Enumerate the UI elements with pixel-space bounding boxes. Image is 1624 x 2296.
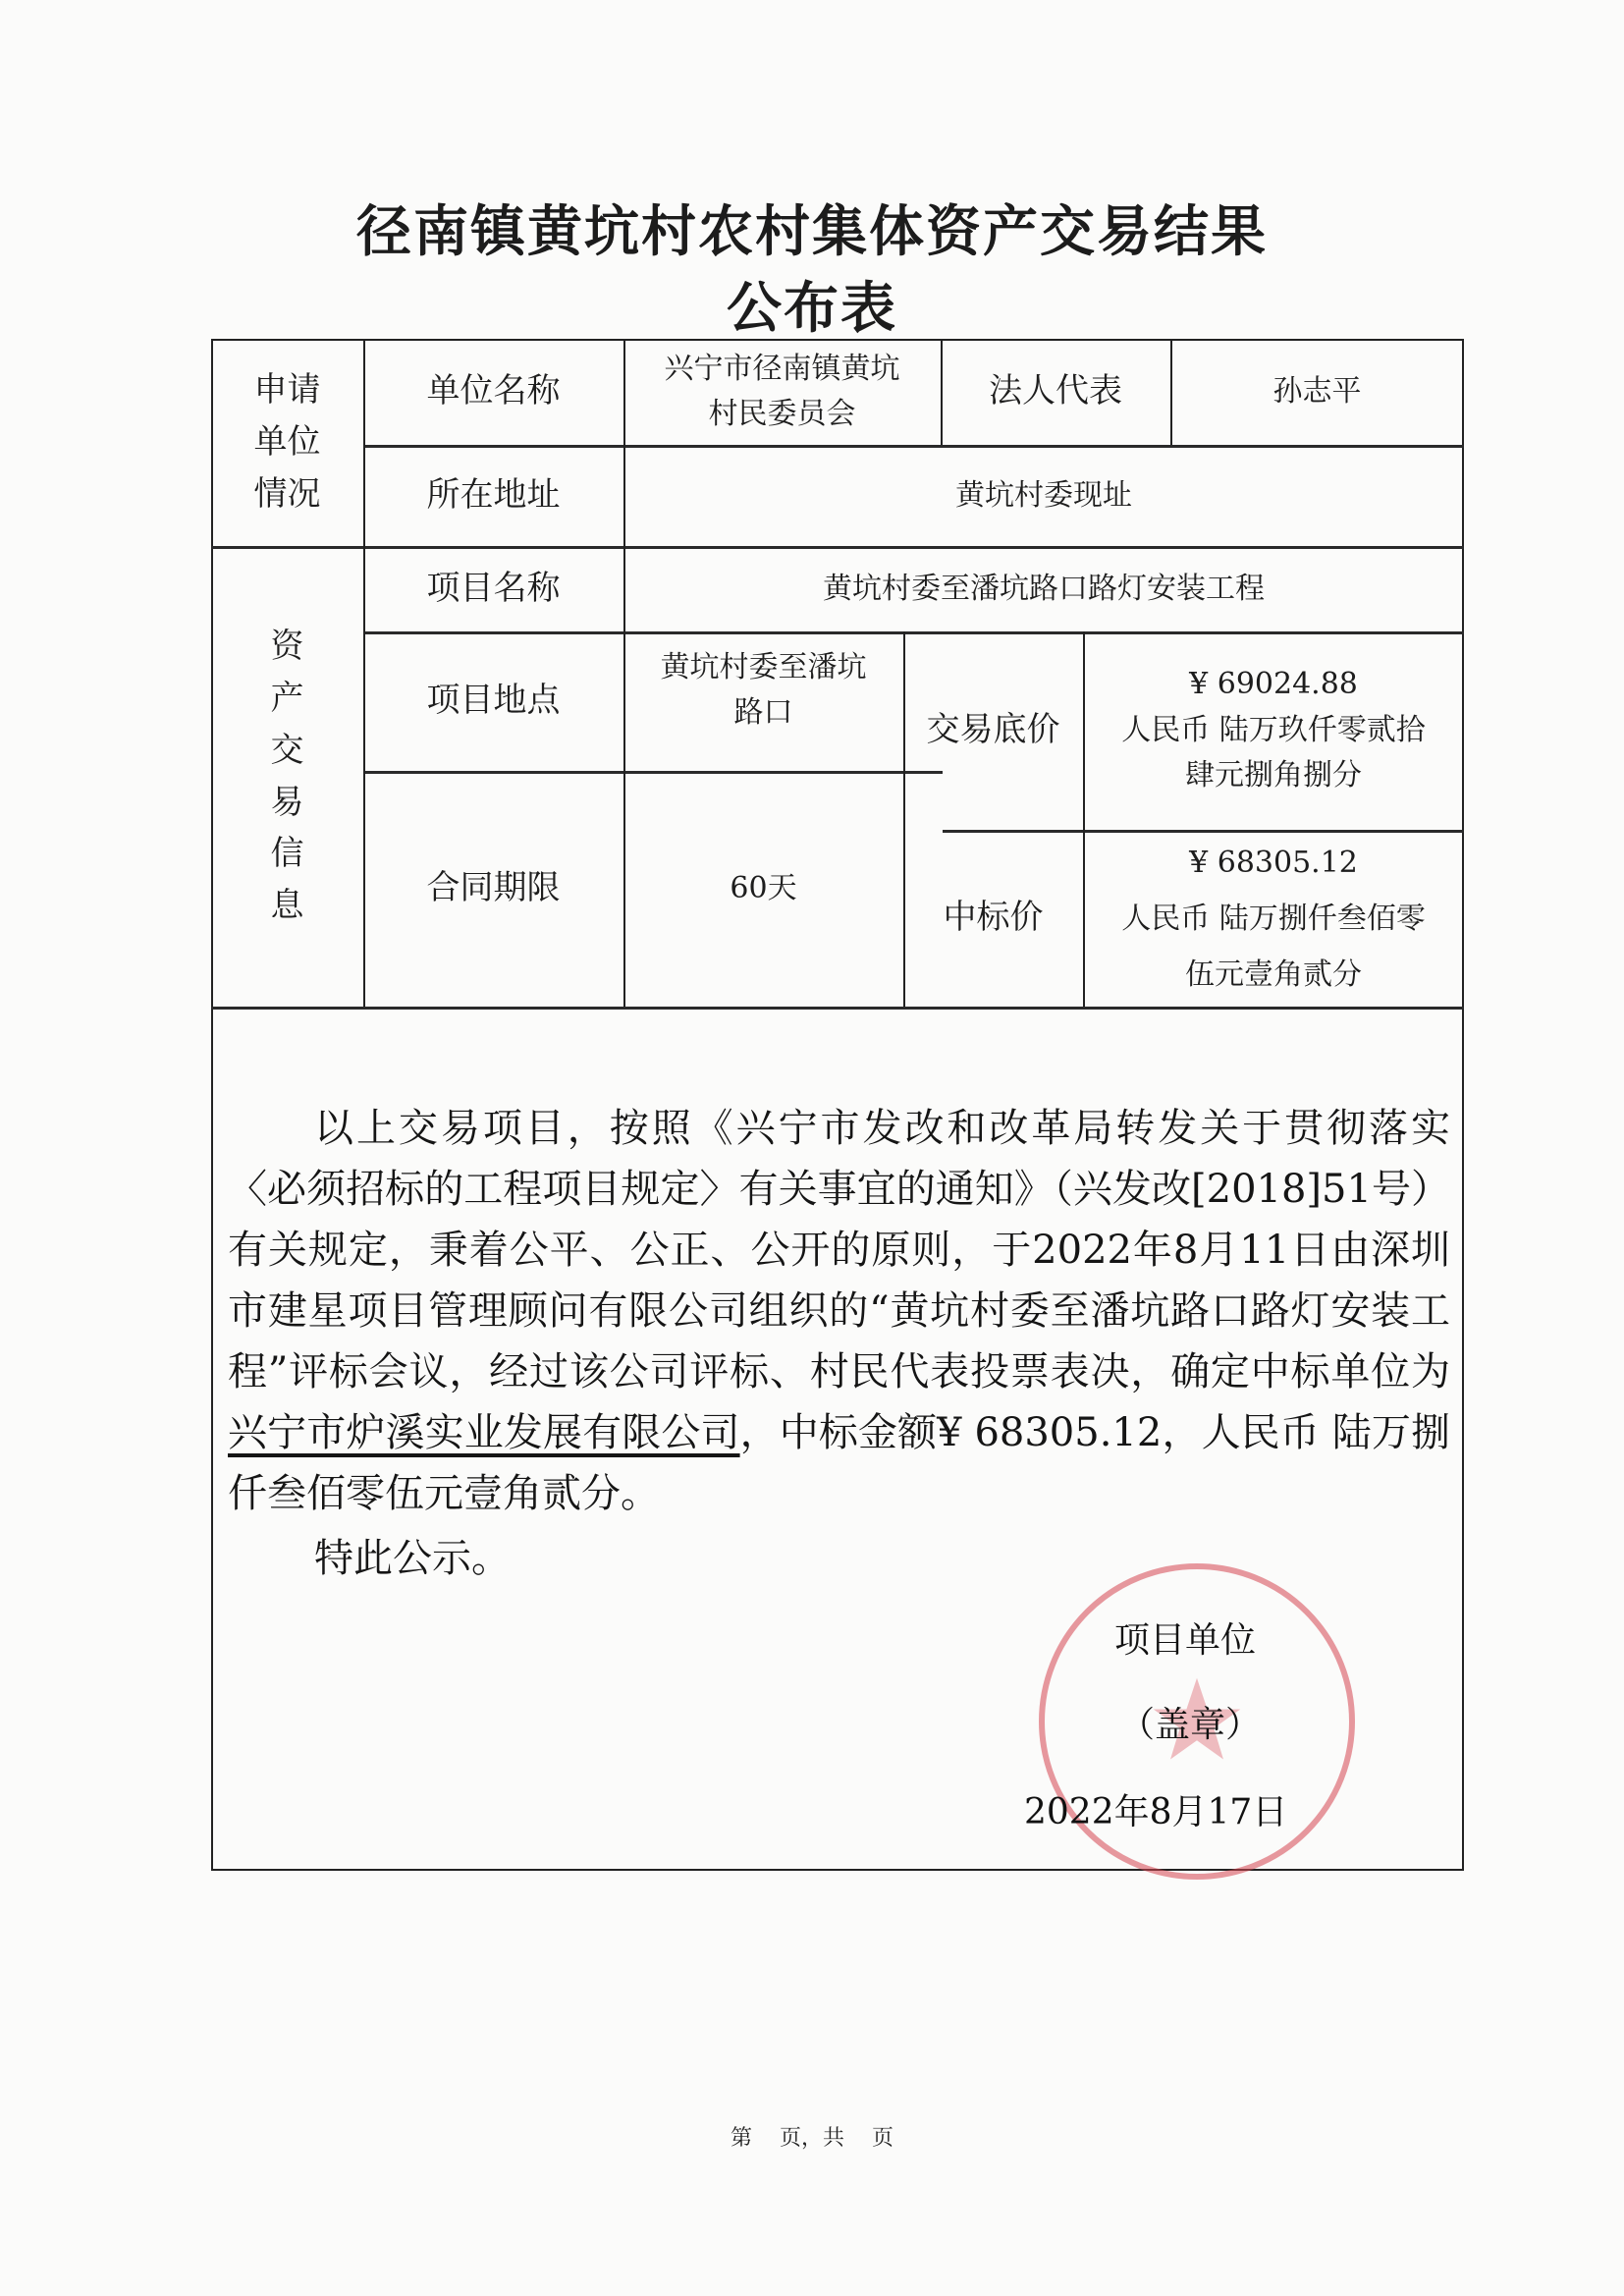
value-line: 黄坑村委至潘坑 [660,649,867,684]
price-words: 肆元捌角捌分 [1185,758,1362,793]
reserve-price-label: 交易底价 [926,710,1060,750]
price-number: ¥ 68305.12 [1189,845,1358,880]
notice-body [228,1098,1450,1589]
signature-date: 2022年8月17日 [1024,1792,1288,1832]
label-line: 资 [270,627,304,667]
price-words: 伍元壹角贰分 [1185,957,1362,992]
legal-rep-label: 法人代表 [989,371,1122,411]
label-line: 易 [270,782,304,822]
signature-unit: 项目单位 [1114,1620,1257,1661]
project-name-label: 项目名称 [426,568,561,608]
price-number: ¥ 69024.88 [1189,667,1358,702]
label-line: 申请 [253,370,321,410]
winning-bidder: 兴宁市炉溪实业发展有限公司 [228,1410,740,1455]
label-line: 单位 [253,422,321,463]
notice-paragraph [228,1098,1450,1524]
notice-text: 以上交易项目，按照《兴宁市发改和改革局转发关于贯彻落实〈必须招标的工程项目规定〉有关事宜的通知》（兴发改[2018]51号）有关规定，秉着公平、公正、公开的原则，于2022年8月11日由深圳市建星项目管理顾问有限公司组织的“黄坑村委至潘坑路口路灯安装工程”评标会议，经过该公司评标、村民代表投票表决，确定中标单位为 [228,1106,1450,1394]
table-rule [211,1007,1464,1010]
page-footer: 第 页，共 页 [731,2126,893,2151]
label-line: 息 [270,885,304,925]
price-words: 人民币 陆万捌仟叁佰零 [1121,901,1426,936]
legal-rep-value: 孙志平 [1272,374,1362,410]
project-location-label: 项目地点 [426,681,561,721]
contract-period-label: 合同期限 [426,868,561,908]
signature-seal-label: （盖章） [1119,1705,1262,1745]
project-name-value: 黄坑村委至潘坑路口路灯安装工程 [823,571,1265,606]
price-words: 人民币 陆万玖仟零贰拾 [1121,712,1426,747]
unit-name-value [623,339,941,445]
document-title: 径南镇黄坑村农村集体资产交易结果 [356,200,1268,264]
label-line: 产 [270,679,304,719]
transaction-section-label [211,546,363,1007]
label-line: 情况 [253,473,321,514]
project-location-value [623,631,903,749]
label-line: 信 [270,834,304,874]
reserve-price-value [1083,631,1464,830]
address-value: 黄坑村委现址 [955,477,1132,513]
unit-name-label: 单位名称 [426,371,561,411]
value-line: 兴宁市径南镇黄坑 [664,351,900,386]
address-label: 所在地址 [426,474,561,515]
label-line: 交 [270,730,304,770]
notice-text: ，中标金额¥ 68305.12，人民币 陆万捌仟叁佰零伍元壹角贰分。 [228,1410,1451,1516]
contract-period-value: 60天 [730,871,797,906]
applicant-section-label [211,339,363,546]
winning-price-label: 中标价 [943,898,1044,938]
notice-closing: 特此公示。 [314,1536,511,1581]
value-line: 村民委员会 [708,397,856,431]
value-line: 路口 [733,695,793,730]
winning-price-value [1083,830,1464,1007]
document-subtitle: 公布表 [727,277,897,341]
